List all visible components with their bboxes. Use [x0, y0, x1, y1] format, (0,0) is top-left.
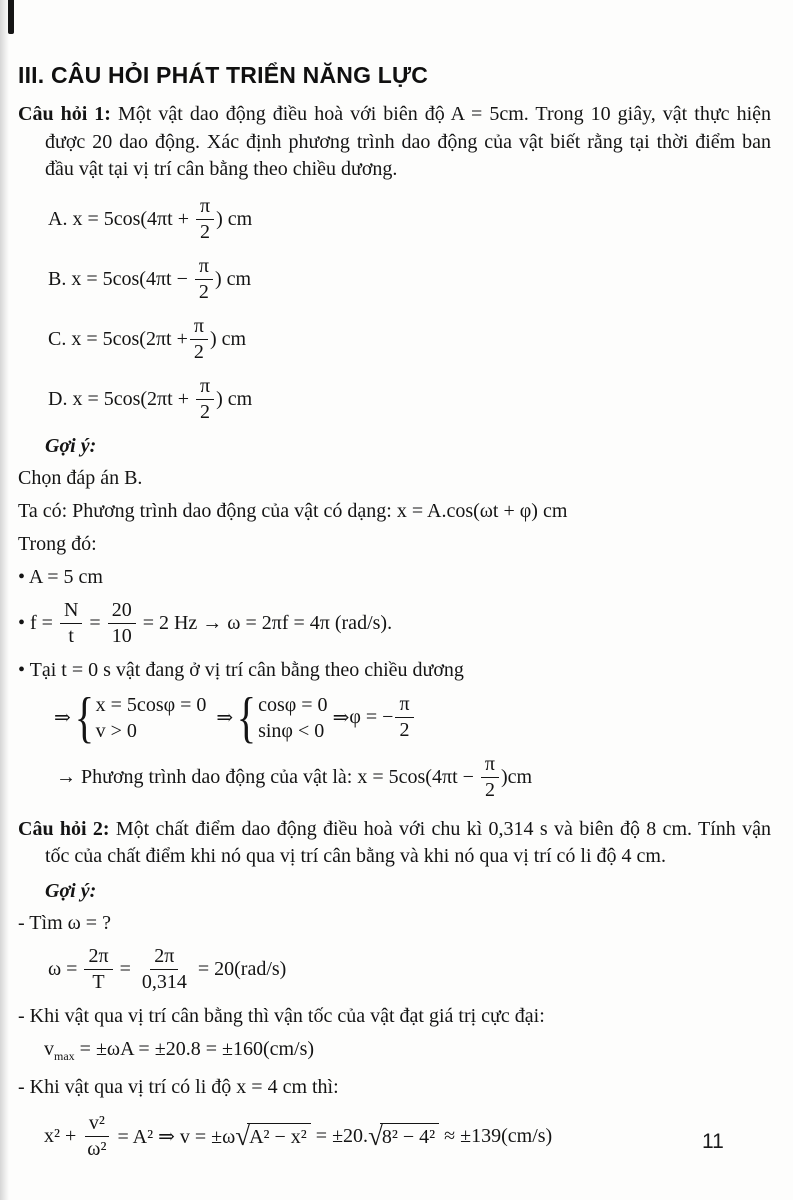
fraction: [138, 945, 191, 994]
sqrt-sign: √: [235, 1121, 251, 1152]
displacement-case-line: - Khi vật qua vị trí có li độ x = 4 cm thì:: [18, 1075, 339, 1098]
fraction: [195, 255, 213, 304]
option-d: [48, 375, 771, 424]
vmax-description-line: - Khi vật qua vị trí cân bằng thì vận tốc của vật đạt giá trị cực đại:: [18, 1004, 545, 1027]
hint-label-q2: Gợi ý:: [45, 879, 97, 902]
fraction: [395, 693, 413, 742]
phase-system-equation: [54, 686, 771, 749]
fraction-denominator: 10: [111, 624, 132, 647]
fraction: [84, 945, 112, 994]
solution-line-trongdo: Trong đó:: [18, 532, 97, 555]
fraction-denominator: 2: [193, 340, 204, 363]
equals: =: [114, 957, 136, 980]
fraction-denominator: T: [92, 970, 105, 993]
equals: =: [84, 611, 106, 634]
section-heading: III. CÂU HỎI PHÁT TRIỂN NĂNG LỰC: [18, 62, 429, 88]
fraction: [196, 195, 214, 244]
implies-arrow: ⇒: [54, 707, 71, 730]
answer-line: Chọn đáp án B.: [18, 466, 143, 489]
question-1-paragraph: [18, 101, 771, 184]
question-2-text: Một chất điểm dao động điều hoà với chu kì 0,314 s và biên độ 8 cm. Tính vận tốc của chất điểm khi nó qua vị trí cân bằng và khi nó qua vị trí có li độ 4 cm.: [45, 817, 771, 868]
vmax-equation: [44, 1036, 771, 1062]
find-omega-line: - Tìm ω = ?: [18, 911, 111, 934]
fraction-numerator: 2π: [84, 945, 112, 970]
fraction-numerator: π: [196, 375, 214, 400]
omega-pre: ω =: [48, 957, 83, 980]
conclusion-pre: → Phương trình dao động của vật là: x = 5cos(4πt −: [56, 765, 479, 788]
fraction: [60, 599, 82, 648]
spacer: [206, 706, 216, 729]
final-pre: x² +: [44, 1124, 82, 1147]
fraction-numerator: N: [60, 599, 82, 624]
q1-conclusion-equation: [56, 753, 771, 802]
fraction: [196, 375, 214, 424]
fraction-numerator: π: [481, 753, 499, 778]
equation-system-2: [233, 686, 328, 749]
system2-line1: cosφ = 0: [258, 693, 328, 716]
sqrt-sign: √: [368, 1121, 383, 1152]
fraction-denominator: ω²: [87, 1137, 107, 1160]
omega-formula: [48, 945, 771, 994]
question-2-paragraph: [18, 816, 771, 871]
radicand: A² − x²: [247, 1123, 311, 1149]
fraction-numerator: π: [190, 315, 208, 340]
bullet-amplitude: • A = 5 cm: [18, 565, 103, 588]
fraction-denominator: 2: [198, 280, 209, 303]
implies-arrow: ⇒: [216, 707, 234, 730]
radicand: 8² − 4²: [380, 1123, 439, 1149]
fraction: [108, 599, 136, 648]
bullet-initial-condition: • Tại t = 0 s vật đang ở vị trí cân bằng theo chiều dương: [18, 658, 464, 681]
question-1-text: Một vật dao động điều hoà với biên độ A = 5cm. Trong 10 giây, vật thực hiện được 20 dao động. Xác định phương trình dao động của vật biết rằng tại thời điểm ban đầu vật tại vị trí cân bằng theo chiều dương.: [45, 103, 772, 181]
option-a: [48, 195, 771, 244]
option-a-pre: A. x = 5cos(4πt +: [48, 207, 194, 230]
option-d-post: ) cm: [216, 387, 253, 410]
fraction-denominator: t: [68, 624, 74, 647]
fraction-numerator: v²: [85, 1112, 109, 1137]
fraction-numerator: π: [195, 255, 213, 280]
fraction-numerator: 20: [108, 599, 136, 624]
omega-post: = 20(rad/s): [192, 957, 287, 980]
freq-pre: • f =: [18, 611, 58, 634]
sqrt-expression: [235, 1122, 311, 1150]
option-c: [48, 315, 771, 364]
fraction: [83, 1112, 110, 1161]
fraction-numerator: π: [395, 693, 413, 718]
option-c-post: ) cm: [209, 327, 247, 350]
left-brace: {: [74, 686, 94, 749]
option-c-pre: C. x = 5cos(2πt +: [48, 327, 188, 350]
final-mid: = A² ⇒ v = ±ω: [112, 1125, 236, 1148]
implies-arrow: ⇒: [332, 707, 350, 730]
option-a-post: ) cm: [216, 207, 253, 230]
fraction: [481, 753, 499, 802]
velocity-final-equation: [44, 1112, 771, 1161]
left-brace: {: [236, 686, 257, 749]
option-b-post: ) cm: [214, 267, 252, 290]
fraction-denominator: 2: [399, 719, 410, 742]
sqrt-expression: [368, 1122, 439, 1150]
answer-options: [48, 195, 771, 424]
fraction-denominator: 0,314: [141, 970, 187, 993]
freq-post: = 2 Hz → ω = 2πf = 4π (rad/s).: [137, 611, 393, 634]
bullet-frequency-formula: [18, 599, 771, 648]
final-post: ≈ ±139(cm/s): [439, 1124, 553, 1147]
option-b-pre: B. x = 5cos(4πt −: [48, 267, 193, 290]
page-number: 11: [702, 1130, 724, 1153]
fraction: [190, 315, 208, 364]
conclusion-post: )cm: [501, 765, 533, 788]
solution-line-taco: Ta có: Phương trình dao động của vật có dạng: x = A.cos(ωt + φ) cm: [18, 499, 568, 522]
final-mid2: = ±20.: [310, 1124, 369, 1147]
fraction-denominator: 2: [200, 400, 211, 423]
question-2-label: Câu hỏi 2:: [18, 817, 110, 840]
system2-line2: sinφ < 0: [258, 719, 325, 742]
fraction-numerator: 2π: [150, 945, 178, 970]
option-b: [48, 255, 771, 304]
fraction-denominator: 2: [484, 778, 495, 801]
system1-line1: x = 5cosφ = 0: [95, 693, 207, 716]
vmax-symbol: v: [44, 1037, 54, 1060]
phi-result: φ = −: [349, 706, 394, 729]
option-d-pre: D. x = 5cos(2πt +: [48, 387, 194, 410]
fraction-numerator: π: [196, 195, 214, 220]
equation-system-1: [71, 686, 207, 749]
question-1-label: Câu hỏi 1:: [18, 103, 111, 125]
vmax-value: = ±ωA = ±20.8 = ±160(cm/s): [74, 1037, 315, 1060]
hint-label-q1: Gợi ý:: [45, 434, 97, 457]
fraction-denominator: 2: [200, 220, 211, 243]
system1-line2: v > 0: [95, 719, 137, 742]
vmax-subscript: max: [54, 1048, 75, 1063]
